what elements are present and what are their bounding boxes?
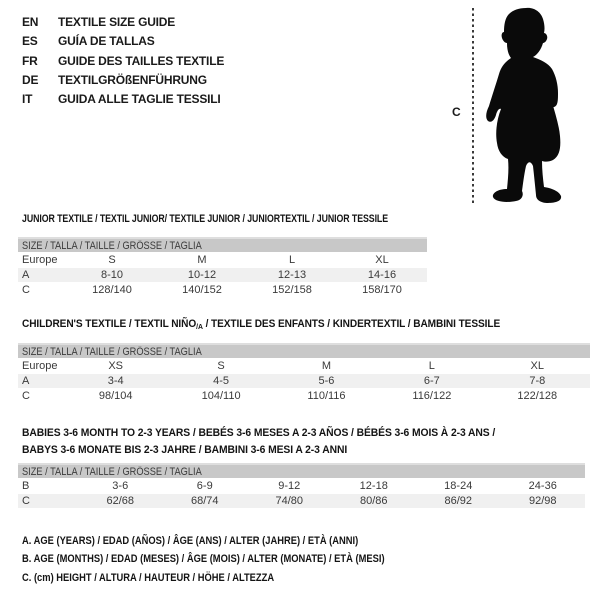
table-row bbox=[18, 283, 427, 297]
lang-row-it bbox=[22, 90, 224, 109]
table-cell: L bbox=[288, 254, 296, 266]
table-cell: 128/140 bbox=[92, 284, 132, 296]
lang-row-fr bbox=[22, 52, 224, 71]
language-header bbox=[22, 13, 224, 109]
table-cell: 6-9 bbox=[196, 480, 213, 492]
babies-title-line2: BABYS 3-6 MONATE BIS 2-3 JAHRE / BAMBINI 3-6 MESI A 2-3 ANNI bbox=[22, 443, 348, 456]
babies-table-title bbox=[22, 425, 495, 458]
lang-code: IT bbox=[22, 92, 33, 107]
table-cell: 62/68 bbox=[78, 494, 163, 508]
table-cell: 74/80 bbox=[247, 494, 332, 508]
table-cell: 8-10 bbox=[67, 268, 157, 282]
babies-size-table bbox=[18, 462, 585, 509]
lang-label: TEXTILGRÖßENFÜHRUNG bbox=[58, 72, 207, 87]
lang-code: DE bbox=[22, 72, 39, 87]
children-size-table bbox=[18, 342, 590, 404]
row-label: C bbox=[22, 390, 30, 402]
footnotes bbox=[22, 532, 449, 587]
row-label: C bbox=[22, 284, 30, 296]
babies-title-line1: BABIES 3-6 MONTH TO 2-3 YEARS / BEBÉS 3-6 MESES A 2-3 AÑOS / BÉBÉS 3-6 MOIS À 2-3 ANS / bbox=[22, 427, 496, 439]
size-header-label: SIZE / TALLA / TAILLE / GRÖSSE / TAGLIA bbox=[22, 239, 202, 252]
table-cell: 4-5 bbox=[168, 374, 273, 388]
footnote-c: C. (cm) HEIGHT / ALTURA / HAUTEUR / HÖHE / ALTEZZA bbox=[22, 571, 275, 584]
table-cell: 116/122 bbox=[412, 390, 452, 402]
row-label: B bbox=[22, 480, 30, 492]
lang-label: GUÍA DE TALLAS bbox=[58, 34, 155, 49]
table-cell: 3-4 bbox=[63, 374, 168, 388]
table-cell: 14-16 bbox=[337, 268, 427, 282]
lang-label: GUIDA ALLE TAGLIE TESSILI bbox=[58, 92, 221, 107]
junior-size-table bbox=[18, 236, 427, 298]
table-cell: XL bbox=[530, 360, 545, 372]
table-cell: 104/110 bbox=[201, 390, 241, 402]
table-cell: 80/86 bbox=[332, 494, 417, 508]
table-cell: 158/170 bbox=[362, 284, 402, 296]
lang-label: TEXTILE SIZE GUIDE bbox=[58, 15, 176, 29]
size-header-row bbox=[18, 463, 585, 478]
table-cell: S bbox=[108, 254, 116, 266]
lang-row-en bbox=[22, 13, 224, 32]
size-header-row bbox=[18, 343, 590, 358]
size-header-row bbox=[18, 237, 427, 252]
lang-code: FR bbox=[22, 53, 38, 68]
table-cell: 6-7 bbox=[379, 374, 484, 388]
table-row bbox=[18, 253, 427, 267]
table-cell: 3-6 bbox=[112, 480, 129, 492]
children-title-prefix: CHILDREN'S TEXTILE / TEXTIL NIÑO bbox=[22, 318, 197, 330]
row-label: A bbox=[18, 268, 67, 282]
table-cell: 9-12 bbox=[278, 480, 301, 492]
table-cell: 12-18 bbox=[359, 480, 388, 492]
row-label: A bbox=[18, 374, 63, 388]
lang-code: ES bbox=[22, 34, 38, 49]
children-table-title bbox=[22, 318, 500, 331]
row-label: Europe bbox=[22, 360, 58, 372]
table-cell: 68/74 bbox=[163, 494, 248, 508]
table-cell: 12-13 bbox=[247, 268, 337, 282]
lang-row-es bbox=[22, 32, 224, 51]
table-row bbox=[18, 494, 585, 508]
lang-label: GUIDE DES TAILLES TEXTILE bbox=[58, 53, 225, 68]
row-label: Europe bbox=[22, 254, 58, 266]
height-measure-dashed-line bbox=[472, 8, 474, 206]
table-row bbox=[18, 374, 590, 388]
table-row bbox=[18, 359, 590, 373]
table-cell: 86/92 bbox=[416, 494, 501, 508]
footnote-b: B. AGE (MONTHS) / EDAD (MESES) / ÂGE (MOIS) / ALTER (MONATE) / ETÀ (MESI) bbox=[22, 553, 385, 566]
children-title-suffix: / TEXTILE DES ENFANTS / KINDERTEXTIL / BAMBINI TESSILE bbox=[202, 318, 501, 330]
table-cell: M bbox=[197, 254, 207, 266]
height-measure-label: C bbox=[452, 105, 461, 119]
table-cell: 24-36 bbox=[528, 480, 557, 492]
table-cell: M bbox=[321, 360, 332, 372]
lang-code: EN bbox=[22, 15, 39, 29]
table-cell: XS bbox=[108, 360, 124, 372]
table-cell: 140/152 bbox=[182, 284, 222, 296]
children-title-subscript: /A bbox=[196, 322, 203, 331]
size-header-label: SIZE / TALLA / TAILLE / GRÖSSE / TAGLIA bbox=[22, 465, 202, 478]
table-cell: 18-24 bbox=[444, 480, 473, 492]
table-row bbox=[18, 389, 590, 403]
table-cell: 92/98 bbox=[501, 494, 586, 508]
table-cell: 7-8 bbox=[485, 374, 590, 388]
table-cell: 5-6 bbox=[274, 374, 379, 388]
table-cell: 110/116 bbox=[307, 390, 346, 402]
footnote-a: A. AGE (YEARS) / EDAD (AÑOS) / ÂGE (ANS) / ALTER (JAHRE) / ETÀ (ANNI) bbox=[22, 535, 359, 547]
table-cell: 98/104 bbox=[98, 390, 133, 402]
toddler-silhouette-icon bbox=[480, 5, 600, 210]
junior-table-title: JUNIOR TEXTILE / TEXTIL JUNIOR/ TEXTILE JUNIOR / JUNIORTEXTIL / JUNIOR TESSILE bbox=[22, 213, 389, 225]
table-cell: 122/128 bbox=[517, 390, 558, 402]
table-cell: L bbox=[428, 360, 435, 372]
table-cell: S bbox=[217, 360, 225, 372]
table-row bbox=[18, 479, 585, 493]
table-cell: XL bbox=[375, 254, 389, 266]
lang-row-de bbox=[22, 71, 224, 90]
size-header-label: SIZE / TALLA / TAILLE / GRÖSSE / TAGLIA bbox=[22, 345, 202, 358]
table-cell: 152/158 bbox=[272, 284, 312, 296]
table-row bbox=[18, 268, 427, 282]
table-cell: 10-12 bbox=[157, 268, 247, 282]
row-label: C bbox=[18, 494, 78, 508]
